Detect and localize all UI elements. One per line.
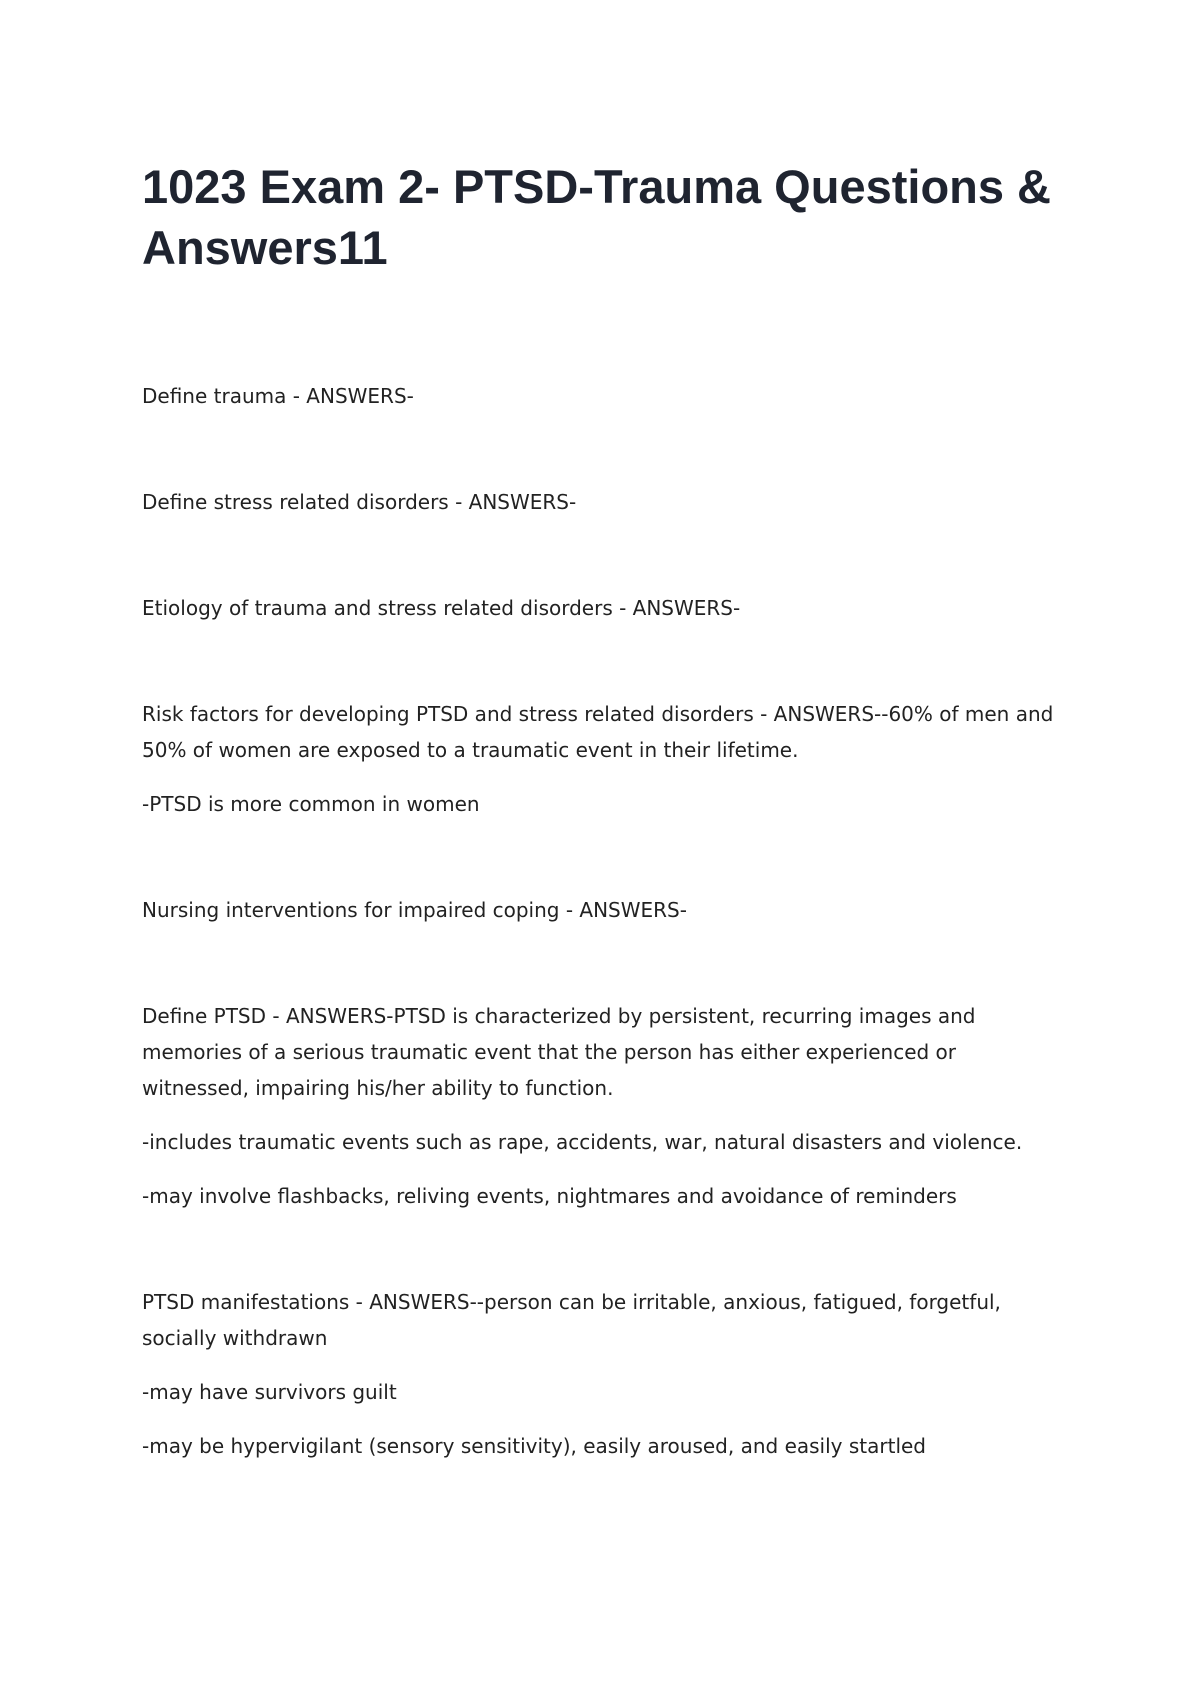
entry-spacer: [142, 1214, 1062, 1284]
entry-spacer: [142, 626, 1062, 696]
line-spacer: [142, 768, 1062, 786]
qa-answer-line: -PTSD is more common in women: [142, 792, 480, 816]
qa-entry-nursing-interventions: [142, 892, 1062, 928]
document-title: 1023 Exam 2- PTSD-Trauma Questions & Answers11: [142, 160, 1051, 274]
qa-answer-line: -may be hypervigilant (sensory sensitivity), easily aroused, and easily startled: [142, 1434, 926, 1458]
qa-question: Etiology of trauma and stress related disorders - ANSWERS-: [142, 596, 741, 620]
line-spacer: [142, 1356, 1062, 1374]
line-spacer: [142, 1106, 1062, 1124]
qa-question: Define PTSD - ANSWERS-PTSD is characterized by persistent, recurring images and memories of a serious traumatic event that the person has either experienced or witnessed, impairing his/her ability to function.: [142, 1004, 982, 1100]
qa-question: Define stress related disorders - ANSWERS-: [142, 490, 577, 514]
document-content: [142, 378, 1062, 1464]
entry-spacer: [142, 414, 1062, 484]
qa-answer-line: -may involve flashbacks, reliving events, nightmares and avoidance of reminders: [142, 1184, 957, 1208]
qa-entry-ptsd-manifestations: [142, 1284, 1062, 1464]
qa-question: Risk factors for developing PTSD and stress related disorders - ANSWERS--60% of men and 50% of women are exposed to a traumatic event in their lifetime.: [142, 702, 1060, 762]
qa-question: Nursing interventions for impaired coping - ANSWERS-: [142, 898, 687, 922]
line-spacer: [142, 1410, 1062, 1428]
qa-entry-define-ptsd: [142, 998, 1062, 1214]
qa-entry-define-trauma: [142, 378, 1062, 414]
entry-spacer: [142, 822, 1062, 892]
qa-entry-risk-factors: [142, 696, 1062, 822]
line-spacer: [142, 1160, 1062, 1178]
qa-entry-define-stress-disorders: [142, 484, 1062, 520]
qa-entry-etiology: [142, 590, 1062, 626]
entry-spacer: [142, 520, 1062, 590]
entry-spacer: [142, 928, 1062, 998]
qa-question: PTSD manifestations - ANSWERS--person can be irritable, anxious, fatigued, forgetful, socially withdrawn: [142, 1290, 1008, 1350]
qa-answer-line: -includes traumatic events such as rape, accidents, war, natural disasters and violence.: [142, 1130, 1023, 1154]
qa-question: Define trauma - ANSWERS-: [142, 384, 414, 408]
qa-answer-line: -may have survivors guilt: [142, 1380, 397, 1404]
